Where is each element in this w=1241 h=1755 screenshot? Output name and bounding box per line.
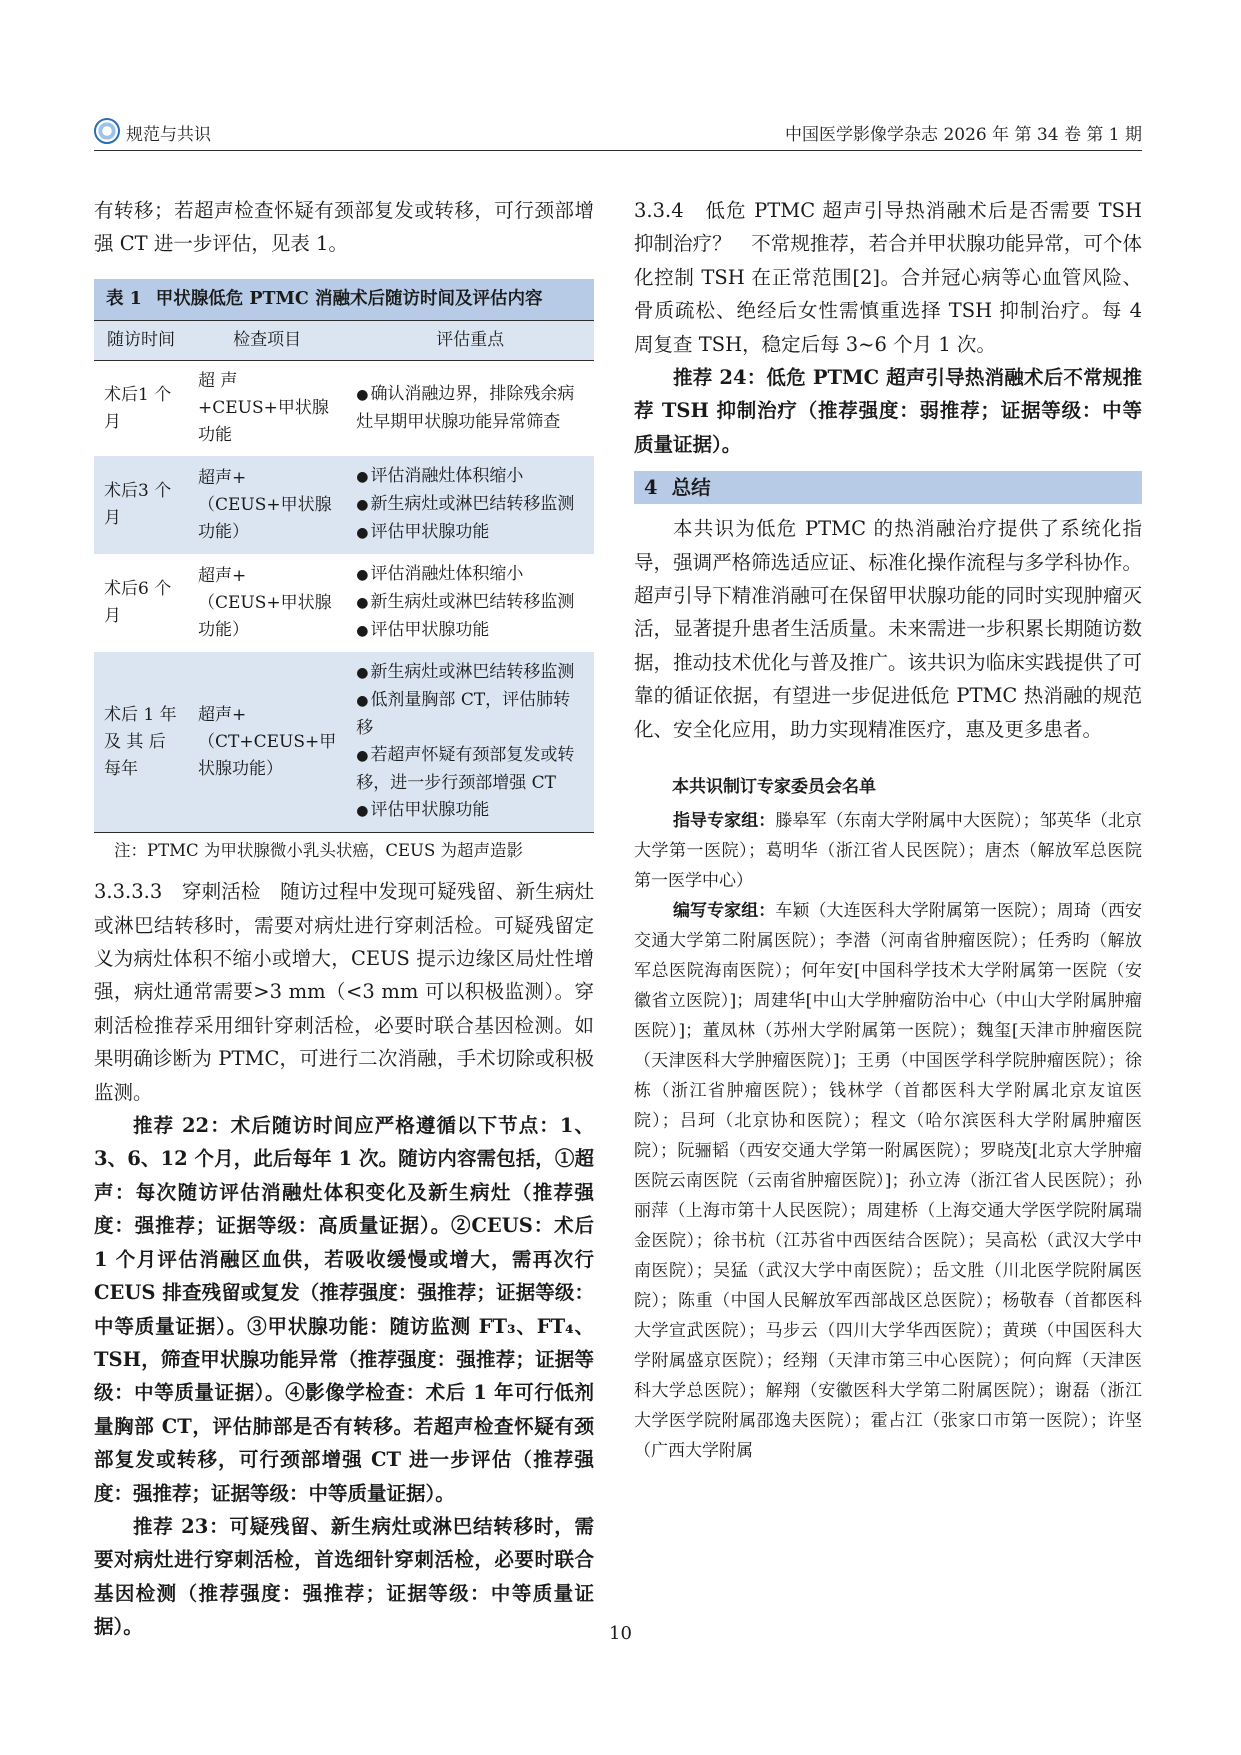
focus-item: ● 新生病灶或淋巴结转移监测 <box>356 491 584 519</box>
right-column <box>634 194 1142 1466</box>
biopsy-paragraph: 3.3.3.3 穿刺活检 随访过程中发现可疑残留、新生病灶或淋巴结转移时，需要对病灶进行穿刺活检。可疑残留定义为病灶体积不缩小或增大，CEUS 提示边缘区局灶性增强，病灶通常需要>3 mm（<3 mm 可以积极监测）。穿刺活检推荐采用细针穿刺活检，必要时联合基因检测。如果明确诊断为 PTMC，可进行二次消融，手术切除或积极监测。 <box>94 880 594 1104</box>
experts-title: 本共识制订专家委员会名单 <box>672 777 876 798</box>
cell-item: 超声+（CT+CEUS+甲状腺功能） <box>188 652 346 833</box>
table-caption <box>94 279 594 321</box>
cell-time: 术后1 个月 <box>94 361 188 457</box>
cell-item: 超 声 +CEUS+甲状腺功能 <box>188 361 346 457</box>
summary-paragraph: 本共识为低危 PTMC 的热消融治疗提供了系统化指导，强调严格筛选适应证、标准化操作流程与多学科协作。超声引导下精准消融可在保留甲状腺功能的同时实现肿瘤灭活，显著提升患者生活质量。未来需进一步积累长期随访数据，推动技术优化与普及推广。该共识为临床实践提供了可靠的循证依据，有望进一步促进低危 PTMC 热消融的规范化、安全化应用，助力实现精准医疗，惠及更多患者。 <box>634 517 1142 741</box>
focus-item: ● 评估甲状腺功能 <box>356 519 584 547</box>
col-header-focus: 评估重点 <box>346 321 594 361</box>
header-section: 规范与共识 <box>126 125 211 145</box>
focus-item: ● 低剂量胸部 CT，评估肺转移 <box>356 687 584 742</box>
intro-paragraph: 有转移；若超声检查怀疑有颈部复发或转移，可行颈部增强 CT 进一步评估，见表 1。 <box>94 199 594 256</box>
guide-text: 滕皋军（东南大学附属中大医院）；邹英华（北京大学第一医院）；葛明华（浙江省人民医院）；唐杰（解放军总医院第一医学中心） <box>634 811 1143 892</box>
table-number: 表 1 <box>106 288 142 309</box>
focus-item: ● 新生病灶或淋巴结转移监测 <box>356 659 584 687</box>
writing-experts <box>634 896 1142 1466</box>
cell-focus <box>346 361 594 457</box>
followup-table <box>94 279 594 865</box>
write-label: 编写专家组： <box>673 901 776 922</box>
table-row <box>94 361 594 457</box>
page-header <box>94 118 1142 151</box>
table-title: 甲状腺低危 PTMC 消融术后随访时间及评估内容 <box>155 288 543 309</box>
journal-logo-icon <box>94 118 120 144</box>
guide-label: 指导专家组： <box>673 811 776 832</box>
cell-time: 术后 1 年及 其 后每年 <box>94 652 188 833</box>
focus-item: ● 评估消融灶体积缩小 <box>356 561 584 589</box>
section-title: 总结 <box>671 476 711 500</box>
recommendation-23: 推荐 23：可疑残留、新生病灶或淋巴结转移时，需要对病灶进行穿刺活检，首选细针穿刺活检，必要时联合基因检测（推荐强度：强推荐；证据等级：中等质量证据）。 <box>94 1514 594 1639</box>
recommendation-22: 推荐 22：术后随访时间应严格遵循以下节点：1、3、6、12 个月，此后每年 1 次。随访内容需包括，①超声：每次随访评估消融灶体积变化及新生病灶（推荐强度：强推荐；证据等级：高质量证据）。②CEUS：术后 1 个月评估消融区血供，若吸收缓慢或增大，需再次行 CEUS 排查残留或复发（推荐强度：强推荐；证据等级：中等质量证据）。③甲状腺功能：随访监测 FT₃、FT₄、TSH，筛查甲状腺功能异常（推荐强度：强推荐；证据等级：中等质量证据）。④影像学检查：术后 1 年可行低剂量胸部 CT，评估肺部是否有转移。若超声检查怀疑有颈部复发或转移，可行颈部增强 CT 进一步评估（推荐强度：强推荐；证据等级：中等质量证据）。 <box>94 1114 594 1505</box>
cell-item: 超声+（CEUS+甲状腺功能） <box>188 554 346 652</box>
recommendation-24: 推荐 24：低危 PTMC 超声引导热消融术后不常规推荐 TSH 抑制治疗（推荐强度：弱推荐；证据等级：中等质量证据）。 <box>634 366 1142 456</box>
write-text: 车颖（大连医科大学附属第一医院）；周琦（西安交通大学第二附属医院）；李潜（河南省肿瘤医院）；任秀昀（解放军总医院海南医院）；何年安[中国科学技术大学附属第一医院（安徽省立医院）]；周建华[中山大学肿瘤防治中心（中山大学附属肿瘤医院）]；董凤林（苏州大学附属第一医院）；魏玺[天津市肿瘤医院（天津医科大学肿瘤医院）]；王勇（中国医学科学院肿瘤医院）；徐栋（浙江省肿瘤医院）；钱林学（首都医科大学附属北京友谊医院）；吕珂（北京协和医院）；程文（哈尔滨医科大学附属肿瘤医院）；阮骊韬（西安交通大学第一附属医院）；罗晓茂[北京大学肿瘤医院云南医院（云南省肿瘤医院）]；孙立涛（浙江省人民医院）；孙丽萍（上海市第十人民医院）；周建桥（上海交通大学医学院附属瑞金医院）；徐书杭（江苏省中西医结合医院）；吴高松（武汉大学中南医院）；吴猛（武汉大学中南医院）；岳文胜（川北医学院附属医院）；陈重（中国人民解放军西部战区总医院）；杨敬春（首都医科大学宣武医院）；马步云（四川大学华西医院）；黄瑛（中国医科大学附属盛京医院）；经翔（天津市第三中心医院）；何向辉（天津医科大学总医院）；解翔（安徽医科大学第二附属医院）；谢磊（浙江大学医学院附属邵逸夫医院）；霍占江（张家口市第一医院）；许坚（广西大学附属 <box>634 901 1143 1462</box>
focus-item: ● 评估甲状腺功能 <box>356 617 584 645</box>
cell-focus <box>346 456 594 554</box>
table-row <box>94 652 594 833</box>
header-journal: 中国医学影像学杂志 2026 年 第 34 卷 第 1 期 <box>785 125 1142 145</box>
col-header-time: 随访时间 <box>94 321 188 361</box>
cell-time: 术后3 个月 <box>94 456 188 554</box>
section-number: 4 <box>644 476 658 500</box>
cell-time: 术后6 个月 <box>94 554 188 652</box>
focus-item: ● 评估甲状腺功能 <box>356 797 584 825</box>
page-number: 10 <box>609 1623 632 1644</box>
left-column <box>94 194 594 1644</box>
table-row <box>94 456 594 554</box>
cell-item: 超声+（CEUS+甲状腺功能） <box>188 456 346 554</box>
focus-item: ● 新生病灶或淋巴结转移监测 <box>356 589 584 617</box>
table-note: 注：PTMC 为甲状腺微小乳头状癌，CEUS 为超声造影 <box>114 841 523 861</box>
tsh-paragraph: 3.3.4 低危 PTMC 超声引导热消融术后是否需要 TSH 抑制治疗？ 不常规推荐，若合并甲状腺功能异常，可个体化控制 TSH 在正常范围[2]。合并冠心病等心血管风险、骨质疏松、绝经后女性需慎重选择 TSH 抑制治疗。每 4 周复查 TSH，稳定后每 3~6 个月 1 次。 <box>634 199 1142 356</box>
cell-focus <box>346 554 594 652</box>
table-row <box>94 554 594 652</box>
cell-focus <box>346 652 594 833</box>
focus-item: ● 确认消融边界，排除残余病灶早期甲状腺功能异常筛查 <box>356 381 584 436</box>
focus-item: ● 若超声怀疑有颈部复发或转移，进一步行颈部增强 CT <box>356 742 584 797</box>
expert-committee <box>634 772 1142 1466</box>
col-header-item: 检查项目 <box>188 321 346 361</box>
section-heading-summary <box>634 471 1142 504</box>
focus-item: ● 评估消融灶体积缩小 <box>356 463 584 491</box>
guide-experts <box>634 806 1142 896</box>
